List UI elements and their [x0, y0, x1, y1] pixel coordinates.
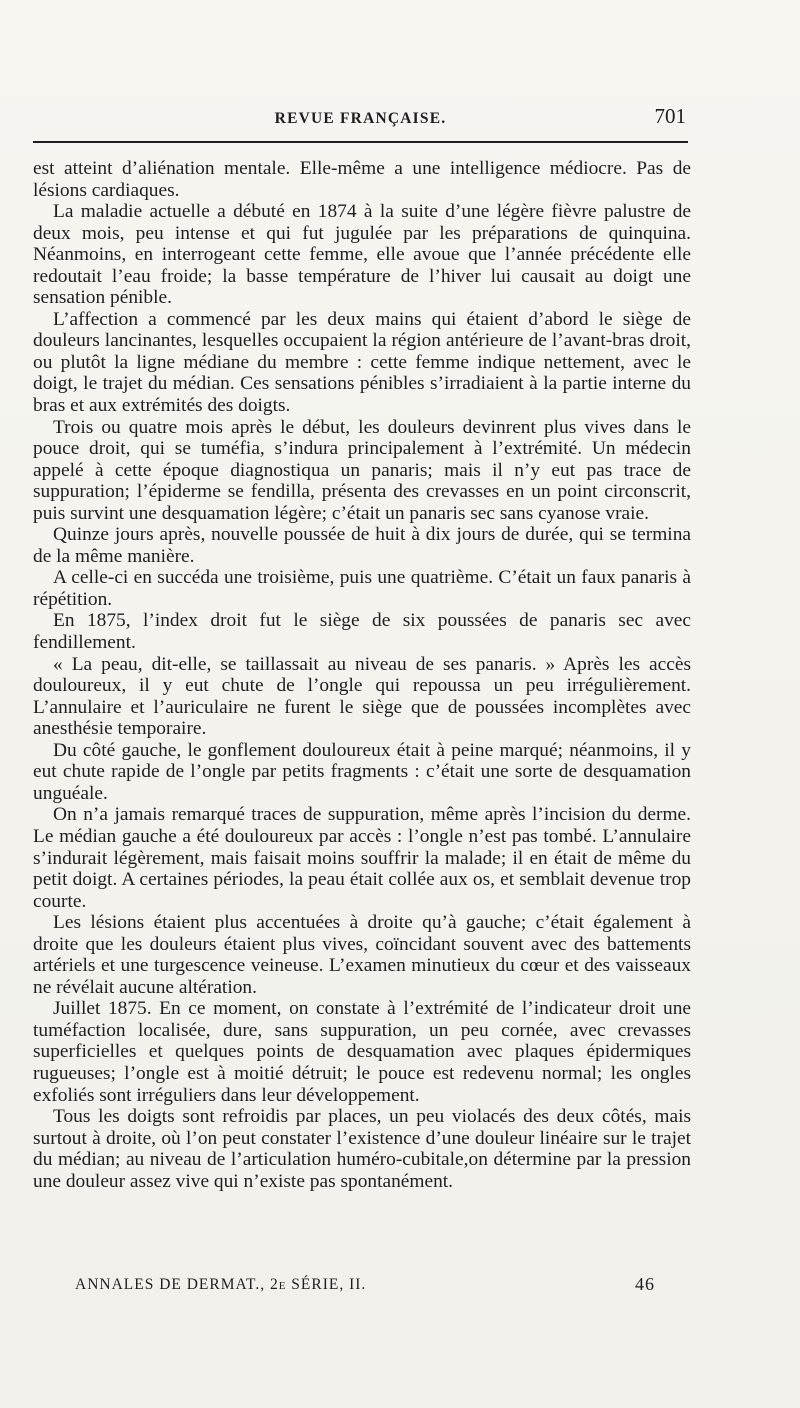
paragraph-13: Tous les doigts sont refroidis par places, un peu violacés des deux côtés, mais surtout à droite, où l’on peut constater l’existence d’une douleur linéaire sur le trajet du médian; au niveau de l’articulation huméro-cubitale,on détermine par la pression une douleur assez vive qui n’existe pas spontanément.	[33, 1106, 691, 1192]
running-title: REVUE FRANÇAISE.	[274, 110, 447, 127]
paragraph-9: Du côté gauche, le gonflement douloureux était à peine marqué; néanmoins, il y eut chute rapide de l’ongle par petits fragments : c’était une sorte de desquamation unguéale.	[33, 739, 691, 804]
signature-number: 46	[635, 1274, 655, 1294]
printer-signature	[75, 1274, 655, 1300]
paragraph-8: « La peau, dit-elle, se taillassait au niveau de ses panaris. » Après les accès douloureux, il y eut chute de l’ongle qui repoussa un peu irrégulièrement. L’annulaire et l’auriculaire ne furent le siège que de poussées incomplètes avec anesthésie temporaire.	[33, 653, 691, 740]
paragraph-3: L’affection a commencé par les deux mains qui étaient d’abord le siège de douleurs lancinantes, lesquelles occupaient la région antérieure de l’avant-bras droit, ou plutôt la ligne médiane du membre : cette femme indique nettement, avec le doigt, le trajet du médian. Ces sensations pénibles s’irradiaient à la partie interne du bras et aux extrémités des doigts.	[33, 308, 691, 417]
header-rule	[33, 141, 688, 143]
paragraph-12: Juillet 1875. En ce moment, on constate à l’extrémité de l’indicateur droit une tuméfaction localisée, dure, sans suppuration, un peu cornée, avec crevasses superficielles et quelques points de desquamation avec plaques épidermiques rugueuses; l’ongle est à moitié détruit; le pouce est redevenu normal; les ongles exfoliés sont irréguliers dans leur développement.	[33, 998, 691, 1106]
page-number: 701	[654, 104, 686, 128]
paragraph-11: Les lésions étaient plus accentuées à droite qu’à gauche; c’était également à droite que les douleurs étaient plus vives, coïncidant souvent avec des battements artériels et une turgescence veineuse. L’examen minutieux du cœur et des vaisseaux ne révélait aucune altération.	[33, 912, 691, 998]
body-text	[33, 158, 691, 1192]
paragraph-4: Trois ou quatre mois après le début, les douleurs devinrent plus vives dans le pouce droit, qui se tuméfia, s’indura principalement à l’extrémité. Un médecin appelé à cette époque diagnostiqua un panaris; mais il n’y eut pas trace de suppuration; l’épiderme se fendilla, présenta des crevasses en un point circonscrit, puis survint une desquamation légère; c’était un panaris sec sans cyanose vraie.	[33, 416, 691, 524]
paragraph-1: est atteint d’aliénation mentale. Elle-même a une intelligence médiocre. Pas de lésions cardiaques.	[33, 158, 691, 201]
paragraph-2: La maladie actuelle a débuté en 1874 à la suite d’une légère fièvre palustre de deux mois, peu intense et qui fut jugulée par les préparations de quinquina. Néanmoins, en interrogeant cette femme, elle avoue que l’année précédente elle redoutait l’eau froide; la basse température de l’hiver lui causait au doigt une sensation pénible.	[33, 201, 691, 309]
paragraph-6: A celle-ci en succéda une troisième, puis une quatrième. C’était un faux panaris à répétition.	[33, 567, 691, 610]
paragraph-7: En 1875, l’index droit fut le siège de six poussées de panaris sec avec fendillement.	[33, 610, 691, 654]
signature-text: ANNALES DE DERMAT., 2e SÉRIE, II.	[75, 1276, 367, 1293]
paragraph-10: On n’a jamais remarqué traces de suppuration, même après l’incision du derme. Le médian gauche a été douloureux par accès : l’ongle n’est pas tombé. L’annulaire s’indurait légèrement, mais faisait moins souffrir la malade; il en était de même du petit doigt. A certaines périodes, la peau était collée aux os, et semblait devenue trop courte.	[33, 804, 691, 912]
paragraph-5: Quinze jours après, nouvelle poussée de huit à dix jours de durée, qui se termina de la même manière.	[33, 524, 691, 567]
running-header	[33, 104, 688, 134]
